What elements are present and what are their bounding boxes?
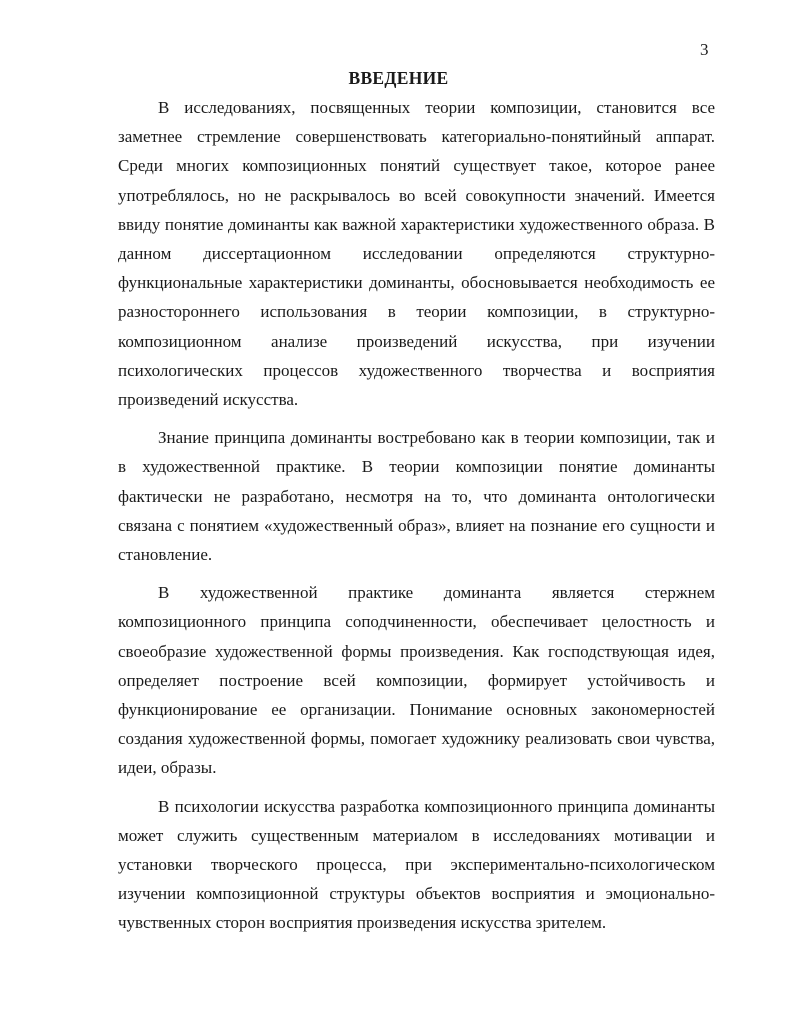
- page-title: ВВЕДЕНИЕ: [348, 68, 449, 88]
- paragraph-1: В исследованиях, посвященных теории композиции, становится все заметнее стремление совершенствовать категориально-понятийный аппарат. Среди многих композиционных понятий существует такое, которое ранее употреблялось, но не раскрывалось во всей совокупности значений. Имеется ввиду понятие доминанты как важной характеристики художественного образа. В данном диссертационном исследовании определяются структурно-функциональные характеристики доминанты, обосновывается необходимость ее разностороннего использования в теории композиции, в структурно-композиционном анализе произведений искусства, при изучении психологических процессов художественного творчества и восприятия произведений искусства.: [118, 98, 715, 410]
- paragraph-3: В художественной практике доминанта является стержнем композиционного принципа соподчиненности, обеспечивает целостность и своеобразие художественной формы произведения. Как господствующая идея, определяет построение всей композиции, формирует устойчивость и функционирование ее организации. Понимание основных закономерностей создания художественной формы, помогает художнику реализовать свои чувства, идеи, образы.: [118, 583, 715, 778]
- page-number: 3: [700, 40, 709, 59]
- paragraph-2: Знание принципа доминанты востребовано как в теории композиции, так и в художественной практике. В теории композиции понятие доминанты фактически не разработано, несмотря на то, что доминанта онтологически связана с понятием «художественный образ», влияет на познание его сущности и становление.: [118, 428, 715, 565]
- paragraph-4: В психологии искусства разработка композиционного принципа доминанты может служить существенным материалом в исследованиях мотивации и установки творческого процесса, при экспериментально-психологическом изучении композиционной структуры объектов восприятия и эмоционально-чувственных сторон восприятия произведения искусства зрителем.: [118, 796, 715, 933]
- document-body: [118, 93, 715, 938]
